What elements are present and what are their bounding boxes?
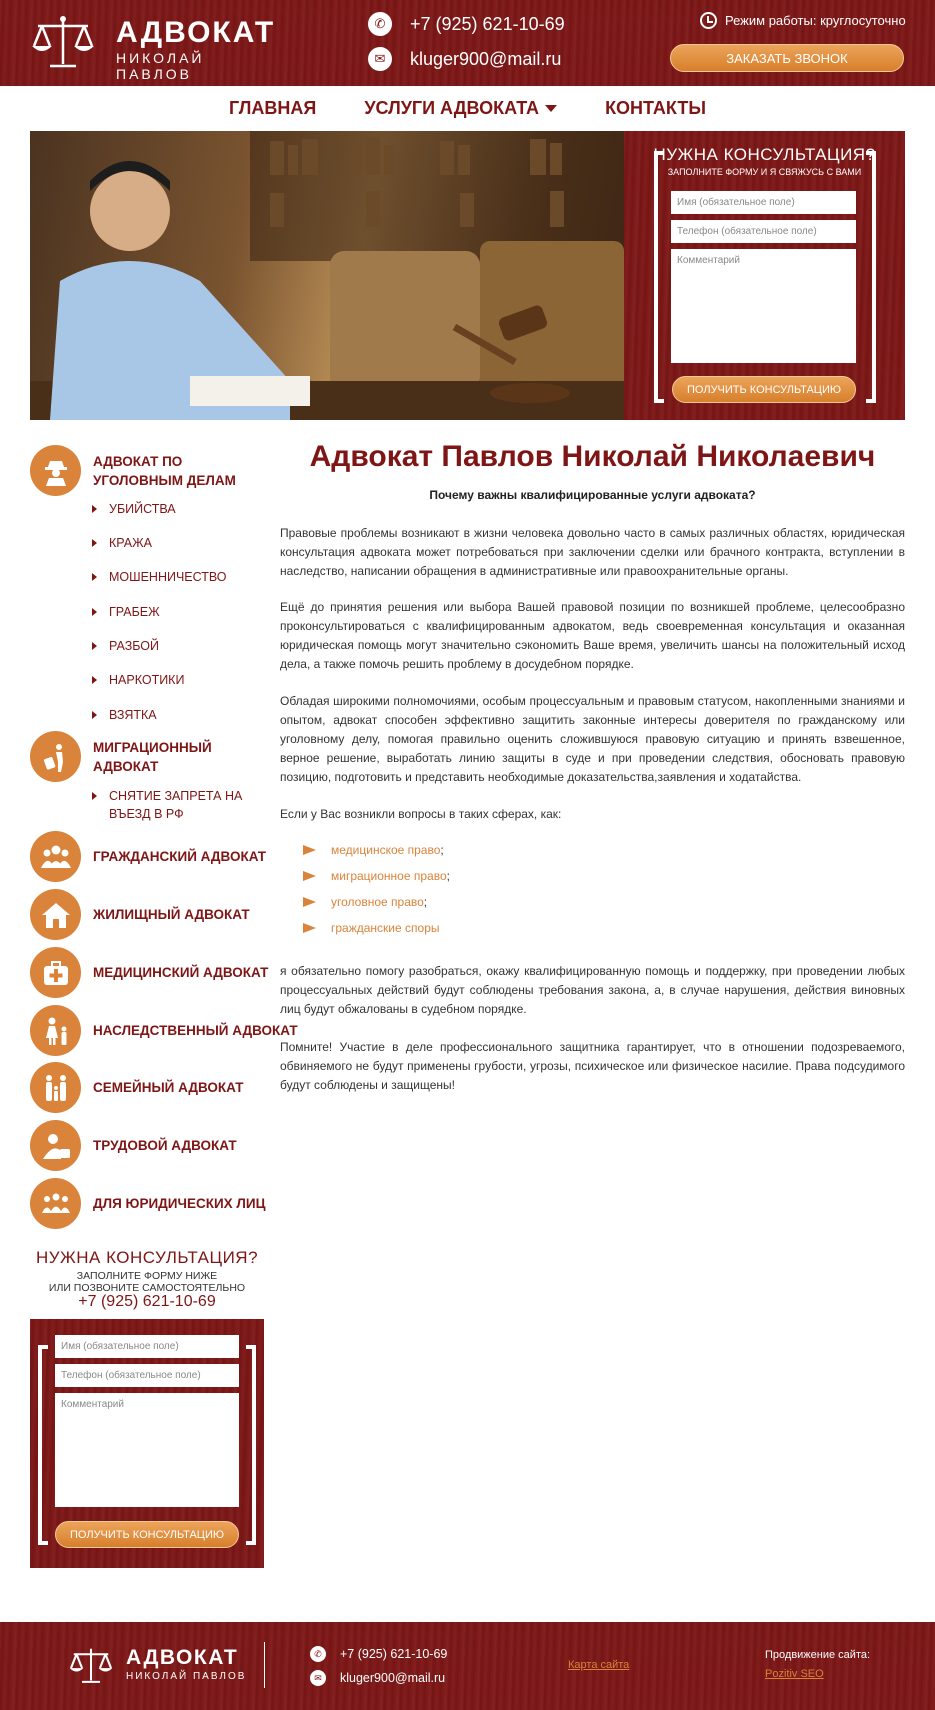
paragraph: Помните! Участие в деле профессионального защитника гарантирует, что в отношении подозреваемого, обвиняемого не будут применены грубости, угрозы, психическое или физическое насилие. Права подсудимого будут соблюдены и защищены! [280,1040,905,1092]
hero-form-title: НУЖНА КОНСУЛЬТАЦИЯ? [653,145,876,164]
sidebar-subitem-label: РАЗБОЙ [109,639,160,653]
footer-phone-text: +7 (925) 621-10-69 [340,1647,448,1661]
footer-phone[interactable] [310,1646,447,1662]
side-phone-input[interactable]: Телефон (обязательное поле) [55,1364,239,1387]
list-item[interactable] [303,869,450,883]
hero-consult-form [624,131,905,420]
header-phone-text: +7 (925) 621-10-69 [410,13,565,34]
sidebar-label-criminal: АДВОКАТ ПО УГОЛОВНЫМ ДЕЛАМ [93,453,236,488]
hero-submit-button[interactable]: ПОЛУЧИТЬ КОНСУЛЬТАЦИЮ [672,376,856,403]
paragraph: Обладая широкими полномочиями, особым процессуальным и правовым статусом, накопленными знаниями и опытом, адвокат способен эффективно защитить законные интересы доверителя по гражданскому или уголовному делу, помогая правильно оценить сложившуюся правовую ситуацию и принять взвешенное, верное решение, выработать линию защиты в суде и при проведении следствия, обосновать правовую позицию, подготовить и представить необходимые доказательства,заявления и ходатайства. [280,694,905,784]
side-comment-textarea[interactable]: Комментарий [55,1393,239,1507]
order-call-button[interactable]: ЗАКАЗАТЬ ЗВОНОК [670,44,904,72]
footer-divider [264,1642,265,1688]
sidebar-item-medical[interactable] [30,947,268,998]
sidebar-label-medical: МЕДИЦИНСКИЙ АДВОКАТ [93,965,269,980]
promo-label: Продвижение сайта: [765,1649,871,1661]
sidebar-label-legal-entities: ДЛЯ ЮРИДИЧЕСКИХ ЛИЦ [93,1196,266,1211]
sidebar-subitem[interactable] [92,500,176,518]
bracket-left [38,1345,48,1545]
arrow-right-icon [92,711,97,719]
side-consult-title: НУЖНА КОНСУЛЬТАЦИЯ? [35,1248,259,1267]
list-item[interactable] [303,895,427,909]
arrow-right-icon [303,923,316,933]
scales-icon [30,14,96,72]
side-consult-phone[interactable]: +7 (925) 621-10-69 [78,1293,216,1310]
list-item-label: гражданские споры [331,921,440,935]
footer-email-text: kluger900@mail.ru [340,1671,446,1685]
list-item[interactable] [303,921,440,935]
list-item[interactable] [303,843,444,857]
footer-logo-subtitle: НИКОЛАЙ ПАВЛОВ [126,1671,247,1682]
parent-child-icon [30,1005,81,1056]
page-title: Адвокат Павлов Николай Николаевич [309,440,876,473]
scales-icon [68,1646,114,1686]
paragraph: Если у Вас возникли вопросы в таких сферах, как: [280,807,562,821]
medkit-icon [30,947,81,998]
sidebar-subitem-label: НАРКОТИКИ [109,673,185,687]
sidebar-label-labor: ТРУДОВОЙ АДВОКАТ [93,1138,237,1153]
sidebar-subitem-label: ГРАБЕЖ [109,605,160,619]
house-icon [30,889,81,940]
sidebar-subitem[interactable] [92,568,227,586]
hero-phone-input[interactable]: Телефон (обязательное поле) [671,220,856,243]
mail-icon: ✉ [368,47,392,71]
logo[interactable] [30,14,276,82]
arrow-right-icon [92,642,97,650]
sidebar-label-civil: ГРАЖДАНСКИЙ АДВОКАТ [93,849,267,864]
footer-logo-title: АДВОКАТ [126,1646,239,1669]
list-item-label: уголовное право [331,895,424,909]
side-consult-line1: ЗАПОЛНИТЕ ФОРМУ НИЖЕ [76,1270,218,1282]
sidebar-item-migration[interactable] [30,731,263,782]
list-item-suffix: ; [423,895,428,909]
side-name-input[interactable]: Имя (обязательное поле) [55,1335,239,1358]
nav-contacts[interactable] [605,98,706,119]
sidebar-subitem[interactable] [92,706,157,724]
header-email-text: kluger900@mail.ru [410,48,562,69]
work-hours [700,12,906,29]
sidebar-item-legal-entities[interactable] [30,1178,265,1229]
sidebar-item-labor[interactable] [30,1120,237,1171]
arrow-right-icon [92,792,97,800]
hero-comment-textarea[interactable]: Комментарий [671,249,856,363]
sidebar-item-inheritance[interactable] [30,1005,298,1056]
header-phone[interactable] [368,12,565,36]
worker-briefcase-icon [30,1120,81,1171]
list-item-label: миграционное право [331,869,447,883]
traveler-icon [30,731,81,782]
mail-icon: ✉ [310,1670,326,1686]
sidebar-subitem-label: МОШЕННИЧЕСТВО [109,570,227,584]
hero-name-input[interactable]: Имя (обязательное поле) [671,191,856,214]
paragraph: Правовые проблемы возникают в жизни человека довольно часто в самых различных областях, юридическая консультация адвоката может потребоваться при заключении сделки или брачного контракта, вступлении в наследство, написании обращения в административные или правоохранительные органы. [280,526,905,578]
nav-home-label: ГЛАВНАЯ [229,98,317,118]
sidebar-label-migration: МИГРАЦИОННЫЙ АДВОКАТ [93,739,212,774]
page-subtitle: Почему важны квалифицированные услуги адвоката? [429,488,756,502]
sidebar-subitem-label: ВЗЯТКА [109,708,157,722]
arrow-right-icon [303,871,316,881]
arrow-right-icon [92,608,97,616]
family-icon [30,1062,81,1113]
arrow-right-icon [303,897,316,907]
list-item-suffix: ; [440,843,444,857]
list-item-suffix: ; [446,869,450,883]
chevron-down-icon [545,105,557,112]
sidebar-label-family: СЕМЕЙНЫЙ АДВОКАТ [93,1080,244,1095]
sidebar-subitem-label: КРАЖА [109,536,152,550]
nav-home[interactable] [229,98,316,119]
footer-logo[interactable] [68,1646,258,1688]
team-icon [30,1178,81,1229]
arrow-right-icon [303,845,316,855]
bracket-left [654,151,664,403]
side-submit-button[interactable]: ПОЛУЧИТЬ КОНСУЛЬТАЦИЮ [55,1521,239,1548]
side-consult-form [30,1319,264,1568]
hero [30,131,905,420]
sidebar-subitem[interactable] [92,637,159,655]
lawyer-photo [30,131,624,420]
hero-form-subtitle: ЗАПОЛНИТЕ ФОРМУ И Я СВЯЖУСЬ С ВАМИ [667,167,862,177]
sidebar-item-criminal[interactable] [30,445,263,496]
clock-icon [700,12,717,29]
sidebar-item-family[interactable] [30,1062,243,1113]
nav-services-label: УСЛУГИ АДВОКАТА [364,98,540,118]
paragraph: я обязательно помогу разобраться, окажу квалифицированную помощь и поддержку, при проведении любых процессуальных действий будут соблюдены требования закона, а, в случае нарушения, действия виновных лиц будут обжалованы в судебном порядке. [280,964,905,1016]
sidebar-item-housing[interactable] [30,889,250,940]
main-nav [0,86,935,131]
promo-link[interactable]: Pozitiv SEO [765,1668,824,1680]
sidebar-item-civil[interactable] [30,831,266,882]
sidebar-subitem[interactable] [92,787,262,823]
phone-icon: ✆ [310,1646,326,1662]
header [0,0,935,86]
paragraph: Ещё до принятия решения или выбора Вашей правовой позиции по возникшей проблеме, целесообразно проконсультироваться с квалифицированным адвокатом, ведь своевременная консультация и оказанная юридическая помощь могут значительно сэкономить Ваше время, увеличить шансы на положительный исход дела, а также помочь решить проблему в досудебном порядке. [280,600,905,671]
logo-title: АДВОКАТ [116,16,276,49]
arrow-right-icon [92,573,97,581]
sidebar-subitem[interactable] [92,534,152,552]
sidebar-subitem-label: СНЯТИЕ ЗАПРЕТА НА ВЪЕЗД В РФ [109,789,243,821]
sidebar-label-housing: ЖИЛИЩНЫЙ АДВОКАТ [93,907,250,922]
arrow-right-icon [92,676,97,684]
header-email[interactable] [368,47,561,71]
sitemap-link[interactable]: Карта сайта [568,1659,630,1671]
group-icon [30,831,81,882]
side-consult-line2: ИЛИ ПОЗВОНИТЕ САМОСТОЯТЕЛЬНО [48,1282,246,1294]
footer [0,1622,935,1710]
sidebar-subitem-label: УБИЙСТВА [109,502,176,516]
logo-subtitle: НИКОЛАЙ ПАВЛОВ [116,50,205,82]
nav-services[interactable] [364,98,557,119]
sidebar-subitem[interactable] [92,603,160,621]
arrow-right-icon [92,539,97,547]
nav-contacts-label: КОНТАКТЫ [605,98,706,118]
work-hours-text: Режим работы: круглосуточно [725,13,906,28]
sidebar-subitem[interactable] [92,671,184,689]
footer-email[interactable] [310,1670,445,1686]
detective-icon [30,445,81,496]
bracket-right [866,151,876,403]
phone-icon: ✆ [368,12,392,36]
bracket-right [246,1345,256,1545]
sidebar-label-inheritance: НАСЛЕДСТВЕННЫЙ АДВОКАТ [93,1023,298,1038]
arrow-right-icon [92,505,97,513]
list-item-label: медицинское право [331,843,441,857]
